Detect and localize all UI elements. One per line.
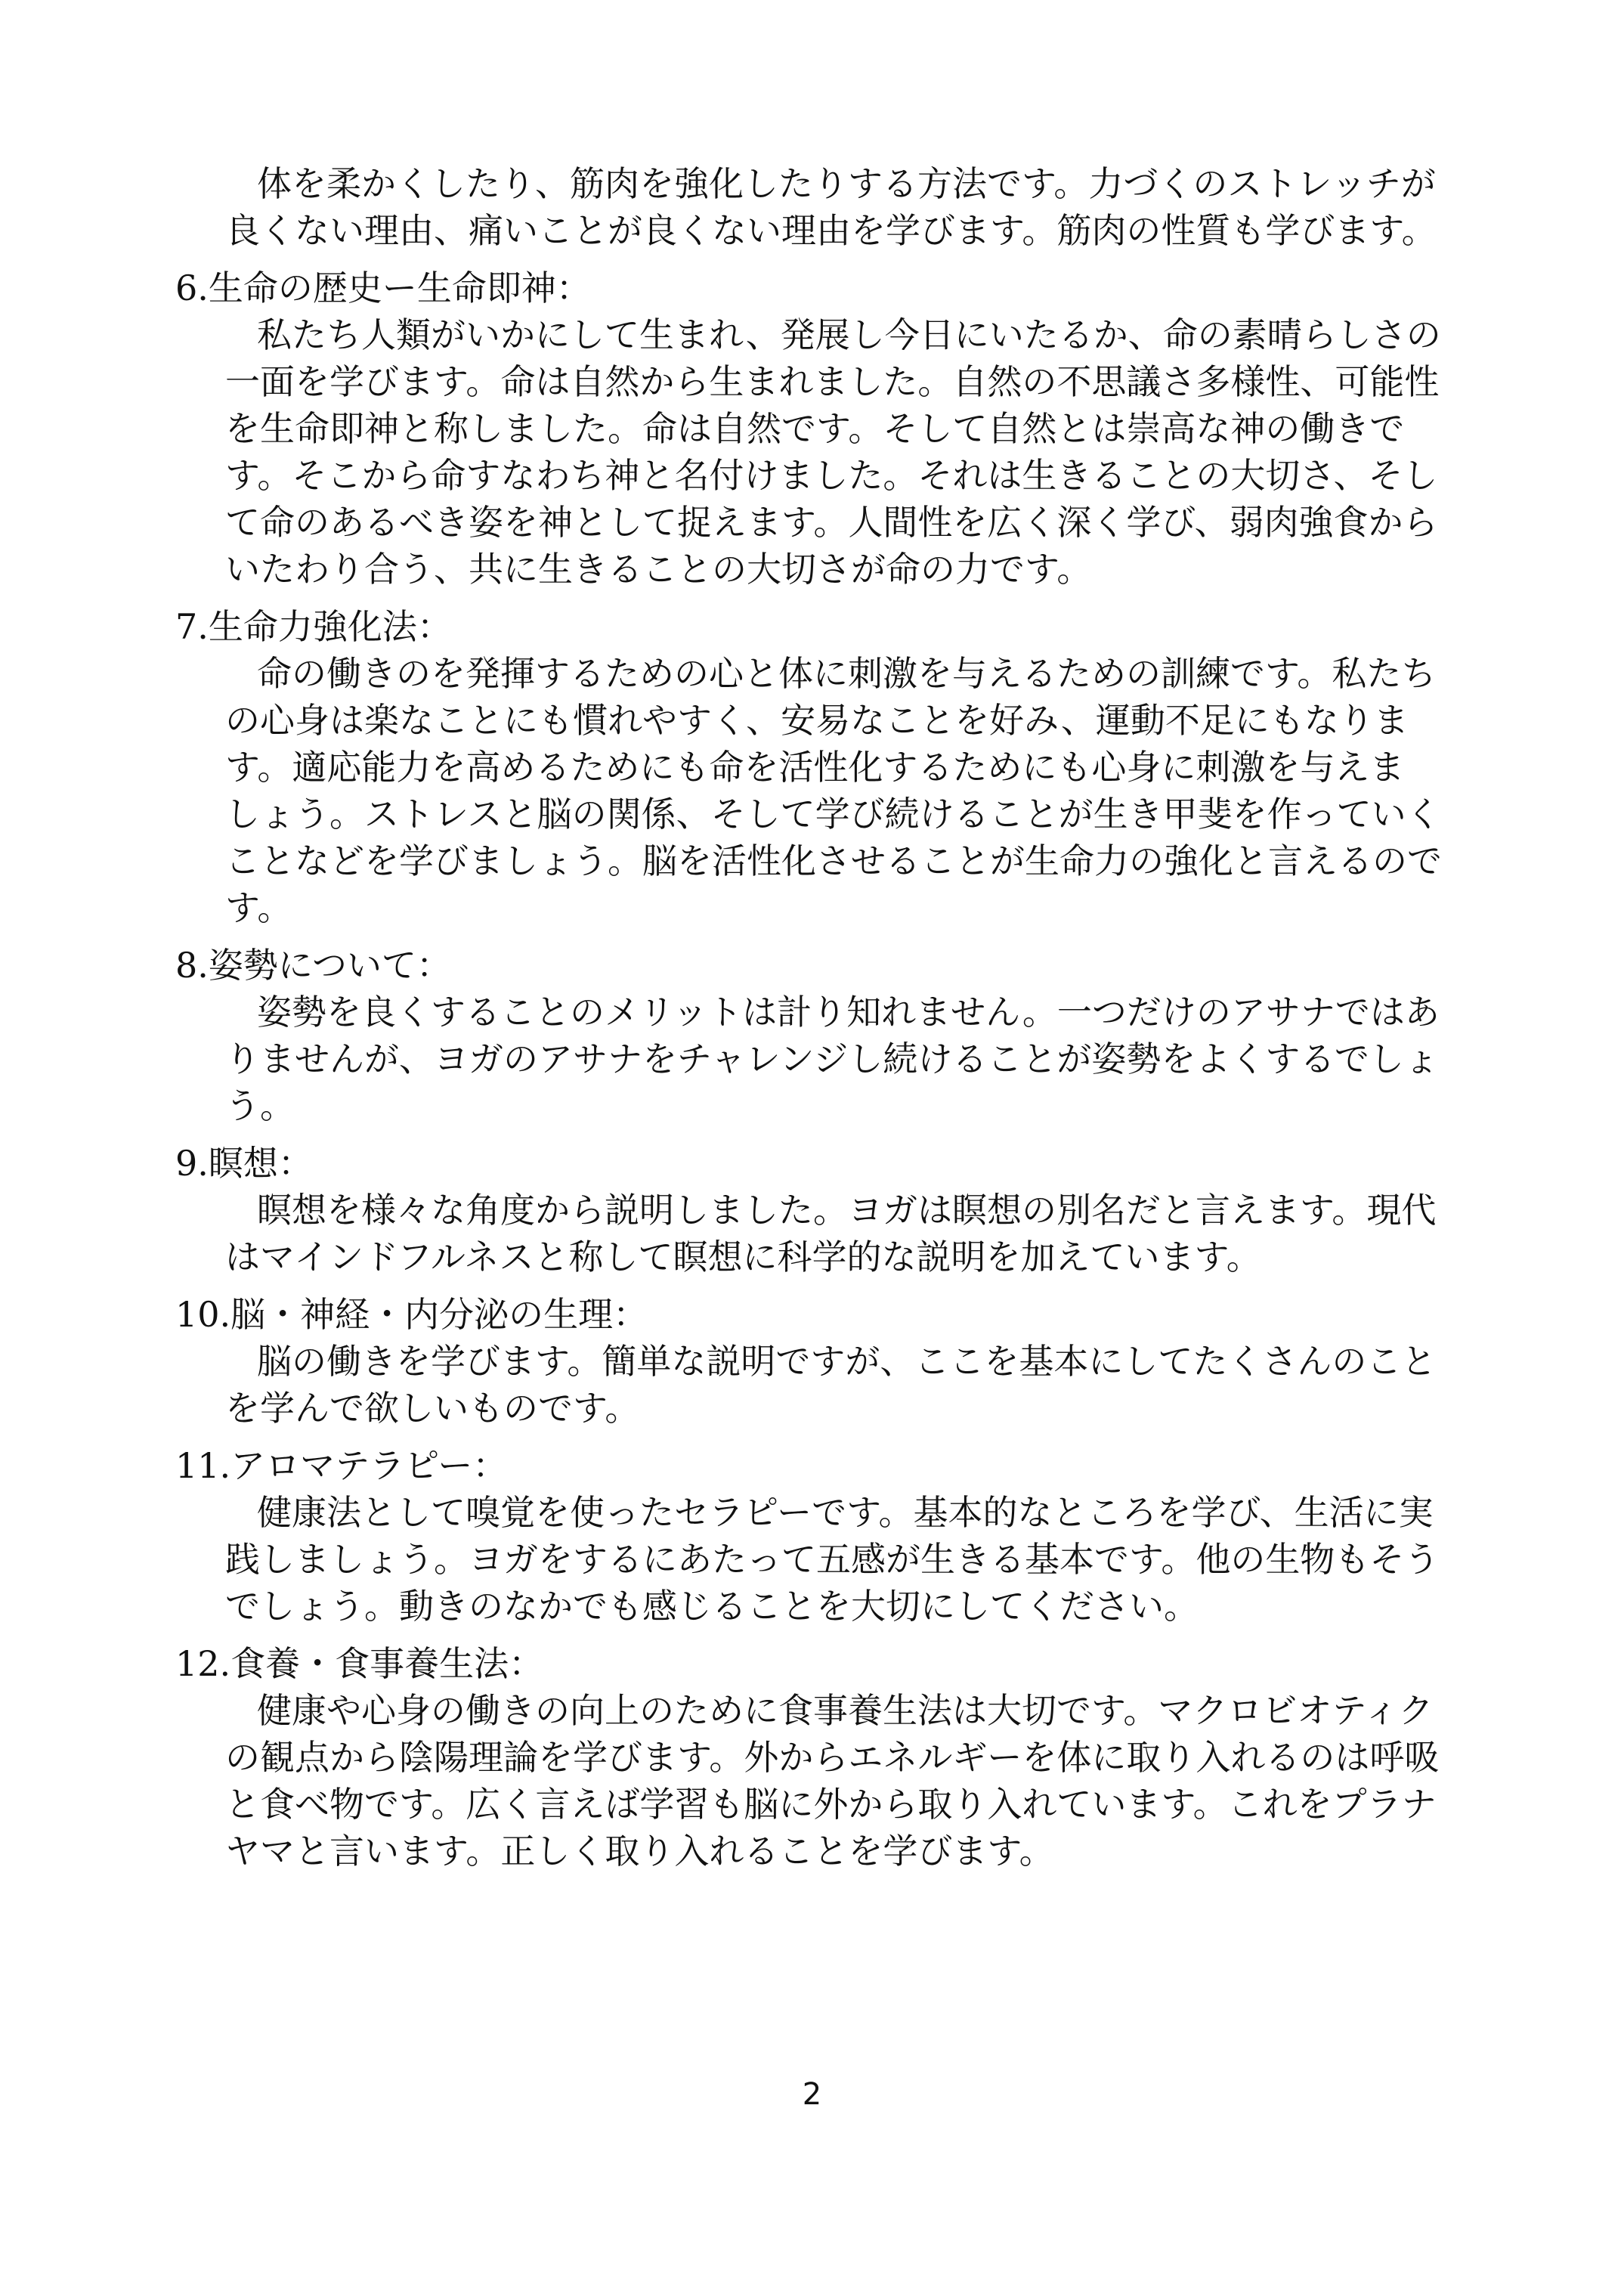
- body-line: す。そこから命すなわち神と名付けました。それは生きることの大切さ、そし: [225, 455, 1438, 496]
- body-line: う。: [225, 1085, 295, 1126]
- body-line: ヤマと言います。正しく取り入れることを学びます。: [225, 1831, 1054, 1871]
- body-line: 健康や心身の働きの向上のために食事養生法は大切です。マクロビオティク: [257, 1690, 1434, 1731]
- body-line: 践しましょう。ヨガをするにあたって五感が生きる基本です。他の生物もそう: [225, 1539, 1440, 1580]
- body-line: を生命即神と称しました。命は自然です。そして自然とは崇高な神の働きで: [225, 408, 1405, 449]
- body-line: 良くない理由、痛いことが良くない理由を学びます。筋肉の性質も学びます。: [225, 210, 1437, 251]
- body-line: 姿勢を良くすることのメリットは計り知れません。一つだけのアサナではあ: [257, 992, 1440, 1032]
- body-line: の心身は楽なことにも慣れやすく、安易なことを好み、運動不足にもなりま: [225, 700, 1409, 741]
- section-heading-11: 11.アロマテラピー：: [175, 1445, 508, 1486]
- section-heading-6: 6.生命の歴史ー生命即神：: [175, 268, 591, 308]
- body-line: でしょう。動きのなかでも感じることを大切にしてください。: [225, 1586, 1199, 1627]
- section-heading-12: 12.食養・食事養生法：: [175, 1643, 544, 1684]
- body-line: いたわり合う、共に生きることの大切さが命の力です。: [225, 549, 1092, 590]
- body-line: 瞑想を様々な角度から説明しました。ヨガは瞑想の別名だと言えます。現代: [257, 1190, 1437, 1231]
- body-line: 私たち人類がいかにして生まれ、発展し今日にいたるか、命の素晴らしさの: [257, 314, 1441, 355]
- body-line: ことなどを学びましょう。脳を活性化させることが生命力の強化と言えるので: [225, 841, 1442, 881]
- page-number: 2: [802, 2077, 822, 2112]
- body-line: を学んで欲しいものです。: [225, 1388, 640, 1429]
- body-line: りませんが、ヨガのアサナをチャレンジし続けることが姿勢をよくするでしょ: [225, 1039, 1439, 1079]
- body-line: 健康法として嗅覚を使ったセラピーです。基本的なところを学び、生活に実: [257, 1492, 1434, 1533]
- section-heading-10: 10.脳・神経・内分泌の生理：: [175, 1294, 648, 1335]
- body-line: はマインドフルネスと称して瞑想に科学的な説明を加えています。: [225, 1237, 1261, 1277]
- body-line: す。: [225, 887, 292, 928]
- section-heading-7: 7.生命力強化法：: [175, 606, 452, 647]
- body-line: の観点から陰陽理論を学びます。外からエネルギーを体に取り入れるのは呼吸: [225, 1737, 1440, 1778]
- section-heading-9: 9.瞑想：: [175, 1143, 313, 1184]
- body-line: 一面を学びます。命は自然から生まれました。自然の不思議さ多様性、可能性: [225, 361, 1440, 402]
- body-line: 体を柔かくしたり、筋肉を強化したりする方法です。力づくのストレッチが: [257, 163, 1436, 204]
- section-heading-8: 8.姿勢について：: [175, 945, 451, 986]
- body-line: と食べ物です。広く言えば学習も脳に外から取り入れています。これをプラナ: [225, 1784, 1437, 1825]
- body-line: す。適応能力を高めるためにも命を活性化するためにも心身に刺激を与えま: [225, 747, 1405, 788]
- body-line: て命のあるべき姿を神として捉えます。人間性を広く深く学び、弱肉強食から: [225, 502, 1438, 543]
- page-body: [175, 160, 1452, 1875]
- body-line: 脳の働きを学びます。簡単な説明ですが、ここを基本にしてたくさんのこと: [257, 1341, 1437, 1382]
- body-line: 命の働きのを発揮するための心と体に刺激を与えるための訓練です。私たち: [257, 653, 1437, 694]
- body-line: しょう。ストレスと脳の関係、そして学び続けることが生き甲斐を作っていく: [225, 794, 1441, 834]
